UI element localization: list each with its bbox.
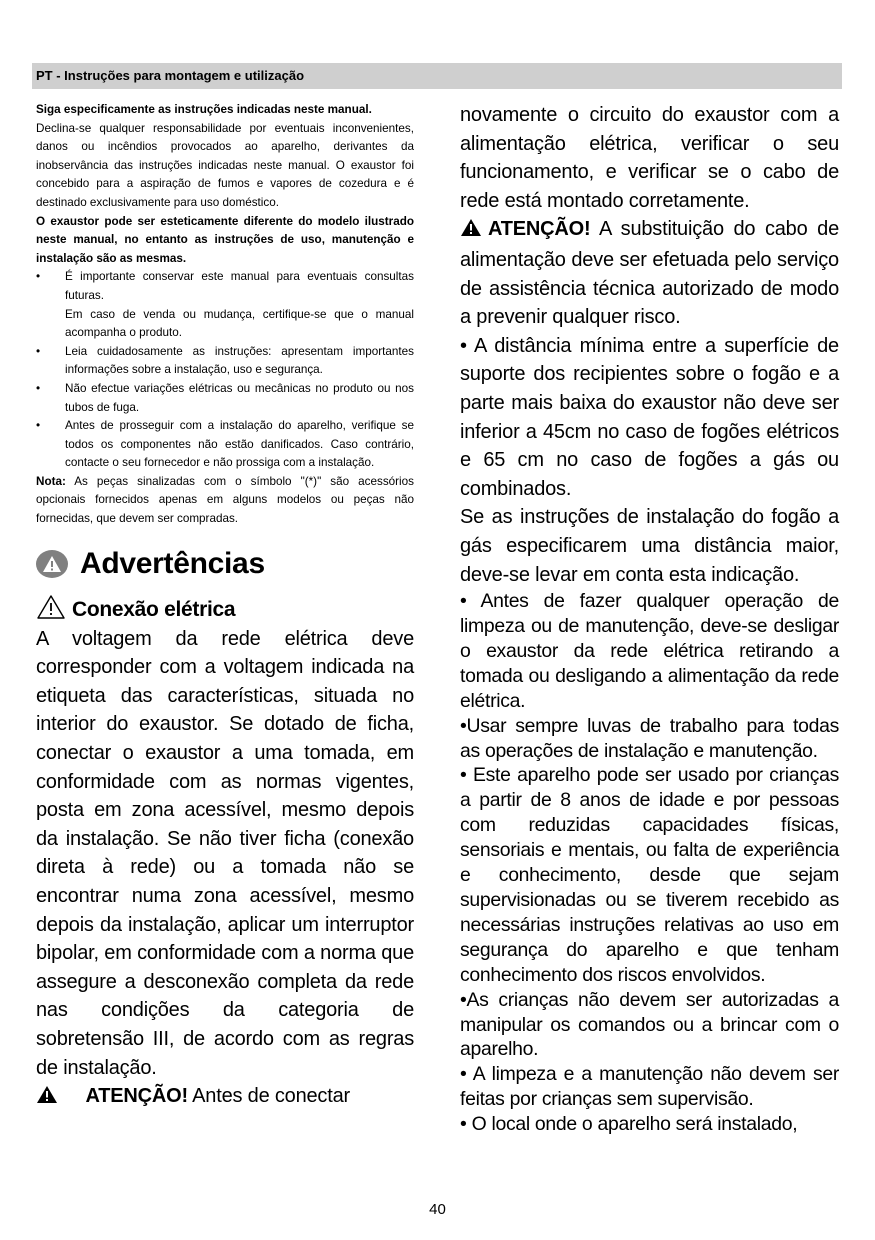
list-item — [36, 343, 414, 380]
right-top-block — [460, 101, 839, 589]
electrical-attention — [36, 1082, 414, 1113]
attention-label: ATENÇÃO! — [85, 1085, 188, 1108]
list-item — [36, 268, 414, 342]
list-item: • O local onde o aparelho será instalado, — [460, 1113, 798, 1136]
note-label: Nota: — [36, 474, 66, 488]
right-bottom-block — [460, 589, 839, 1137]
distance-text-1: • A distância mínima entre a superfície de suporte dos recipientes sobre o fogão e a parte mais baixa do exaustor não deve ser inferior a 45cm no caso de fogões elétricos e 65 cm no caso de fogões a gás ou combinados. — [460, 334, 839, 500]
note-block — [36, 473, 414, 529]
warning-triangle-filled-icon — [460, 217, 482, 246]
left-column — [36, 101, 414, 1113]
warning-triangle-outline-icon — [36, 594, 66, 625]
note-text: As peças sinalizadas com o símbolo "(*)" são acessórios opcionais fornecidos apenas em alguns modelos ou peças não fornecidas, que devem ser compradas. — [36, 474, 414, 526]
instruction-list — [36, 268, 414, 473]
list-item-extra: Em caso de venda ou mudança, certifique-se que o manual acompanha o produto. — [65, 307, 414, 340]
electrical-heading — [36, 595, 414, 625]
intro-text: Declina-se qualquer responsabilidade por eventuais inconvenientes, danos ou incêndios provocados ao aparelho, derivantes da inobservância das instruções indicadas neste manual. O exaustor foi concebido para a aspiração de fumos e vapores de cozedura e é destinado exclusivamente para uso doméstico. — [36, 121, 414, 209]
electrical-text: A voltagem da rede elétrica deve corresponder com a voltagem indicada na etiqueta das características, situada no interior do exaustor. Se dotado de ficha, conectar o exaustor a uma tomada, em conformidade com as normas vigentes, posta em zona acessível, mesmo depois da instalação. Se não tiver ficha (conexão direta à rede) ou a tomada não se encontrar numa zona acessível, mesmo depois da instalação, aplicar um interruptor bipolar, em conformidade com a norma que assegure a desconexão completa da rede nas condições da categoria de sobretensão III, de acordo com as regras de instalação. — [36, 627, 414, 1079]
warning-circle-icon — [36, 550, 68, 578]
list-item-text: É importante conservar este manual para eventuais consultas futuras. — [65, 270, 414, 302]
right-column — [460, 101, 839, 1137]
attention-label: ATENÇÃO! — [488, 218, 591, 241]
list-item-text: Leia cuidadosamente as instruções: apresentam importantes informações sobre a instalação, uso e segurança. — [65, 344, 414, 377]
electrical-body — [36, 625, 414, 1113]
bullet-marker: • — [36, 344, 41, 358]
list-item-text: Antes de prosseguir com a instalação do aparelho, verifique se todos os componentes não estão danificados. Caso contrário, contacte o seu fornecedor e não prossiga com a instalação. — [65, 419, 414, 470]
attention-text: A substituição do cabo de alimentação deve ser efetuada pelo serviço de assistência técnica autorizado de modo a prevenir qualquer risco. — [460, 218, 839, 329]
bullet-marker: • — [36, 270, 41, 284]
list-item — [36, 380, 414, 417]
continuation-text: novamente o circuito do exaustor com a alimentação elétrica, verificar o seu funcionamento, e verificar se o cabo de rede está montado corretamente. — [460, 104, 839, 212]
distance-text-2: Se as instruções de instalação do fogão a gás especificarem uma distância maior, deve-se levar em conta esta indicação. — [460, 506, 839, 586]
page-number: 40 — [429, 1201, 446, 1218]
warnings-heading — [36, 547, 414, 581]
list-item-text: Não efectue variações elétricas ou mecânicas no produto ou nos tubos de fuga. — [65, 381, 414, 414]
list-item: • A limpeza e a manutenção não devem ser feitas por crianças sem supervisão. — [460, 1063, 839, 1111]
electrical-title: Conexão elétrica — [72, 597, 236, 621]
attention-text: Antes de conectar — [187, 1085, 350, 1108]
intro-bold-2: O exaustor pode ser esteticamente diferente do modelo ilustrado neste manual, no entanto as instruções de uso, manutenção e instalação são as mesmas. — [36, 214, 414, 265]
header-title: PT - Instruções para montagem e utilização — [36, 68, 305, 83]
list-item — [36, 417, 414, 473]
header-bar — [32, 63, 842, 89]
intro-block — [36, 101, 414, 268]
list-item: • Antes de fazer qualquer operação de limpeza ou de manutenção, deve-se desligar o exaustor da rede elétrica retirando a tomada ou desligando a alimentação da rede elétrica. — [460, 590, 839, 712]
warnings-title: Advertências — [80, 546, 265, 580]
cable-attention — [460, 215, 839, 331]
bullet-marker: • — [36, 381, 41, 395]
warning-triangle-filled-icon — [36, 1084, 58, 1113]
list-item: •Usar sempre luvas de trabalho para todas as operações de instalação e manutenção. — [460, 714, 839, 762]
list-item: •As crianças não devem ser autorizadas a manipular os comandos ou a brincar com o aparelho. — [460, 988, 839, 1061]
bullet-marker: • — [36, 419, 41, 433]
list-item: • Este aparelho pode ser usado por crianças a partir de 8 anos de idade e por pessoas com reduzidas capacidades físicas, sensoriais e mentais, ou falta de experiência e conhecimento, desde que sejam supervisionadas ou se tiverem recebido as necessárias instruções relativas ao uso em segurança do aparelho e que tenham conhecimento dos riscos envolvidos. — [460, 764, 839, 986]
intro-bold-1: Siga especificamente as instruções indicadas neste manual. — [36, 103, 372, 116]
